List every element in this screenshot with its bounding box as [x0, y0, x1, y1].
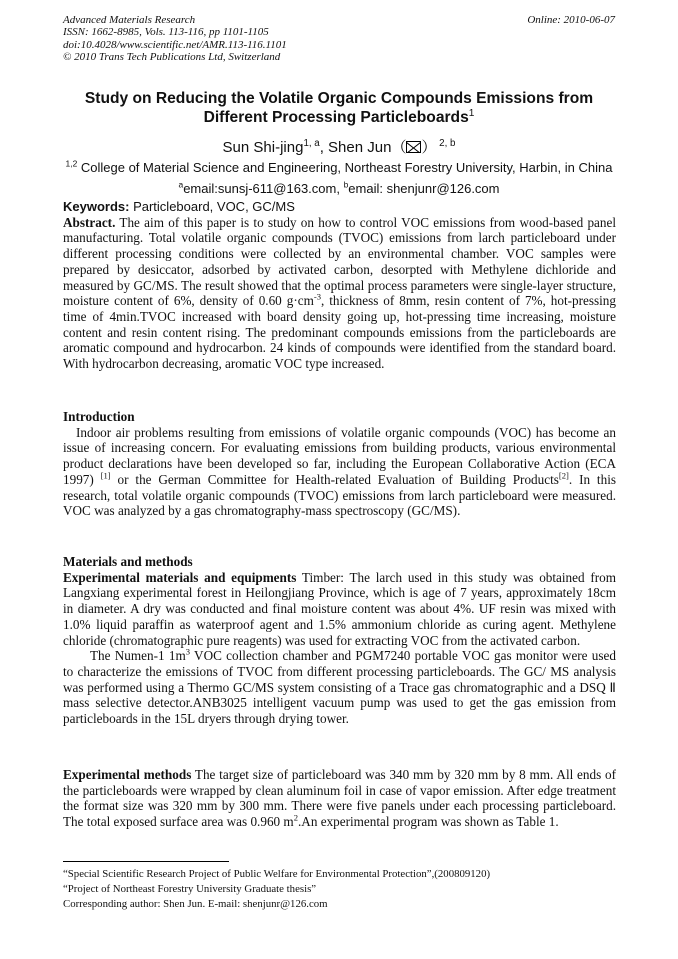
materials-subheading: Experimental materials and equipments	[63, 569, 297, 585]
keywords-text: Particleboard, VOC, GC/MS	[129, 199, 295, 214]
paren-open: （	[391, 139, 407, 156]
intro-text-1: Indoor air problems resulting from emissions of volatile organic compounds (VOC) has become an issue of increasing concern. For evaluating emissions from building products, various environmental product declarations have been developed so far, including the European Collaborative Action (ECA 1997)	[63, 424, 616, 487]
title-footnote-mark: 1	[468, 107, 475, 119]
methods-section	[63, 767, 616, 830]
materials-text: Timber: The larch used in this study was obtained from Langxiang experimental forest in Heilongjiang Province, which is age of 7 years, approximately 18cm in diameter. A dry was conducted and final moisture content was about 4%. UF resin was mixed with 1.0% liquid paraffin as waterproof agent and 1.5% ammonium chloride as curing agent. Methylene chloride (chromatographic pure reagents) was used for extracting VOC from the activated carbon.	[63, 569, 616, 648]
equipment-paragraph	[63, 648, 616, 727]
author-1: Sun Shi-jing	[222, 139, 304, 156]
paren-close: ）	[421, 139, 437, 156]
abstract	[63, 215, 616, 372]
affiliation-text: College of Material Science and Engineering, Northeast Forestry University, Harbin, in China	[77, 160, 613, 175]
equipment-sup: 3	[185, 646, 191, 657]
footnotes	[63, 867, 490, 912]
author-2: Shen Jun	[328, 139, 392, 156]
email-a: email:sunsj-611@163.com,	[183, 181, 344, 196]
paper-title	[40, 89, 638, 127]
methods-text-2: .An experimental program was shown as Table 1.	[298, 814, 559, 830]
materials-heading: Materials and methods	[63, 554, 193, 569]
copyright: © 2010 Trans Tech Publications Ltd, Switzerland	[63, 50, 281, 63]
email-a-sup: a	[178, 179, 184, 190]
citation-2: [2]	[558, 470, 569, 481]
footnote-3: Corresponding author: Shen Jun. E-mail: shenjunr@126.com	[63, 898, 328, 910]
introduction-paragraph	[63, 425, 616, 519]
footnote-2: “Project of Northeast Forestry University Graduate thesis”	[63, 883, 317, 895]
abstract-sup: -3	[313, 291, 321, 302]
affiliation-sup: 1,2	[65, 158, 78, 169]
intro-text-3: . In this research, total volatile organic compounds (TVOC) emissions from larch particleboard were measured. VOC was analyzed by a gas chromatography-mass spectroscopy (GC/MS).	[63, 471, 616, 519]
intro-text-2: or the German Committee for Health-related Evaluation of Building Products	[110, 471, 559, 487]
keywords-abstract	[63, 199, 616, 372]
abstract-label: Abstract.	[63, 214, 116, 230]
doi: doi:10.4028/www.scientific.net/AMR.113-116.1101	[63, 38, 287, 51]
author-1-sup: 1, a	[303, 138, 320, 149]
author-sep: ,	[319, 139, 329, 156]
email-b-sup: b	[343, 179, 349, 190]
keywords-label: Keywords:	[63, 199, 130, 214]
introduction-heading: Introduction	[63, 409, 135, 424]
abstract-text-1: The aim of this paper is to study on how to control VOC emissions from wood-based panel manufacturing. Total volatile organic compounds (TVOC) emissions from larch particleboard under different processing conditions were collected by an environmental chamber. VOC samples were prepared by desiccator, adsorbed by activated carbon, desorpted with Methylene dichloride and measured by GC/MS. The result showed that the optimal process parameters were single-layer structure, moisture content of 6%, density of 0.60 g·cm	[63, 214, 616, 309]
title-line-1: Study on Reducing the Volatile Organic Compounds Emissions from	[84, 90, 594, 107]
citation-1: [1]	[100, 470, 111, 481]
emails	[0, 181, 678, 196]
title-line-2: Different Processing Particleboards	[203, 109, 469, 126]
keywords	[63, 199, 616, 215]
equipment-text-2: VOC collection chamber and PGM7240 portable VOC gas monitor were used to characterize the emissions of TVOC from different processing particleboards. The GC/ MS analysis was performed using a Thermo GC/MS system consisting of a Trace gas chromatographic and a DSQ Ⅱ mass selective detector.ANB3025 intelligent vacuum pump was used to get the gas emission from particleboards in the 15L dryers through drying tower.	[63, 648, 616, 727]
envelope-icon	[406, 141, 421, 153]
authors	[0, 136, 678, 157]
methods-sup: 2	[293, 812, 298, 823]
footnote-1: “Special Scientific Research Project of Public Welfare for Environmental Protection”,(200809120)	[63, 868, 491, 880]
footnote-divider	[63, 861, 229, 862]
journal-name: Advanced Materials Research	[63, 14, 196, 26]
journal-header	[63, 14, 287, 63]
methods-subheading: Experimental methods	[63, 767, 192, 782]
methods-text-1: The target size of particleboard was 340 mm by 320 mm by 8 mm. All ends of the particleboards were wrapped by clean aluminum foil in case of vapor emission. After edge treatment the format size was 320 mm by 300 mm. There were five panels under each processing particleboard. The total exposed surface area was 0.960 m	[63, 767, 617, 830]
online-date: Online: 2010-06-07	[527, 14, 615, 26]
materials-paragraph	[63, 570, 616, 649]
email-b: email: shenjunr@126.com	[348, 181, 500, 196]
issn: ISSN: 1662-8985, Vols. 113-116, pp 1101-1105	[63, 26, 269, 39]
author-2-sup: 2, b	[436, 138, 456, 149]
introduction-section	[63, 409, 616, 519]
abstract-text-2: , thickness of 8mm, resin content of 7%, hot-pressing time of 4min.TVOC increased with board density going up, hot-pressing time increasing, moisture content and resin content rising. The predominant compounds emissions from the particleboards are aromatic compound and hydrocarbon. 24 kinds of compounds were identified from the standard board. With hydrocarbon decreasing, aromatic VOC type increased.	[63, 293, 616, 372]
affiliation	[0, 160, 678, 175]
equipment-text-1: The Numen-1 1m	[90, 648, 186, 664]
materials-section	[63, 554, 616, 727]
